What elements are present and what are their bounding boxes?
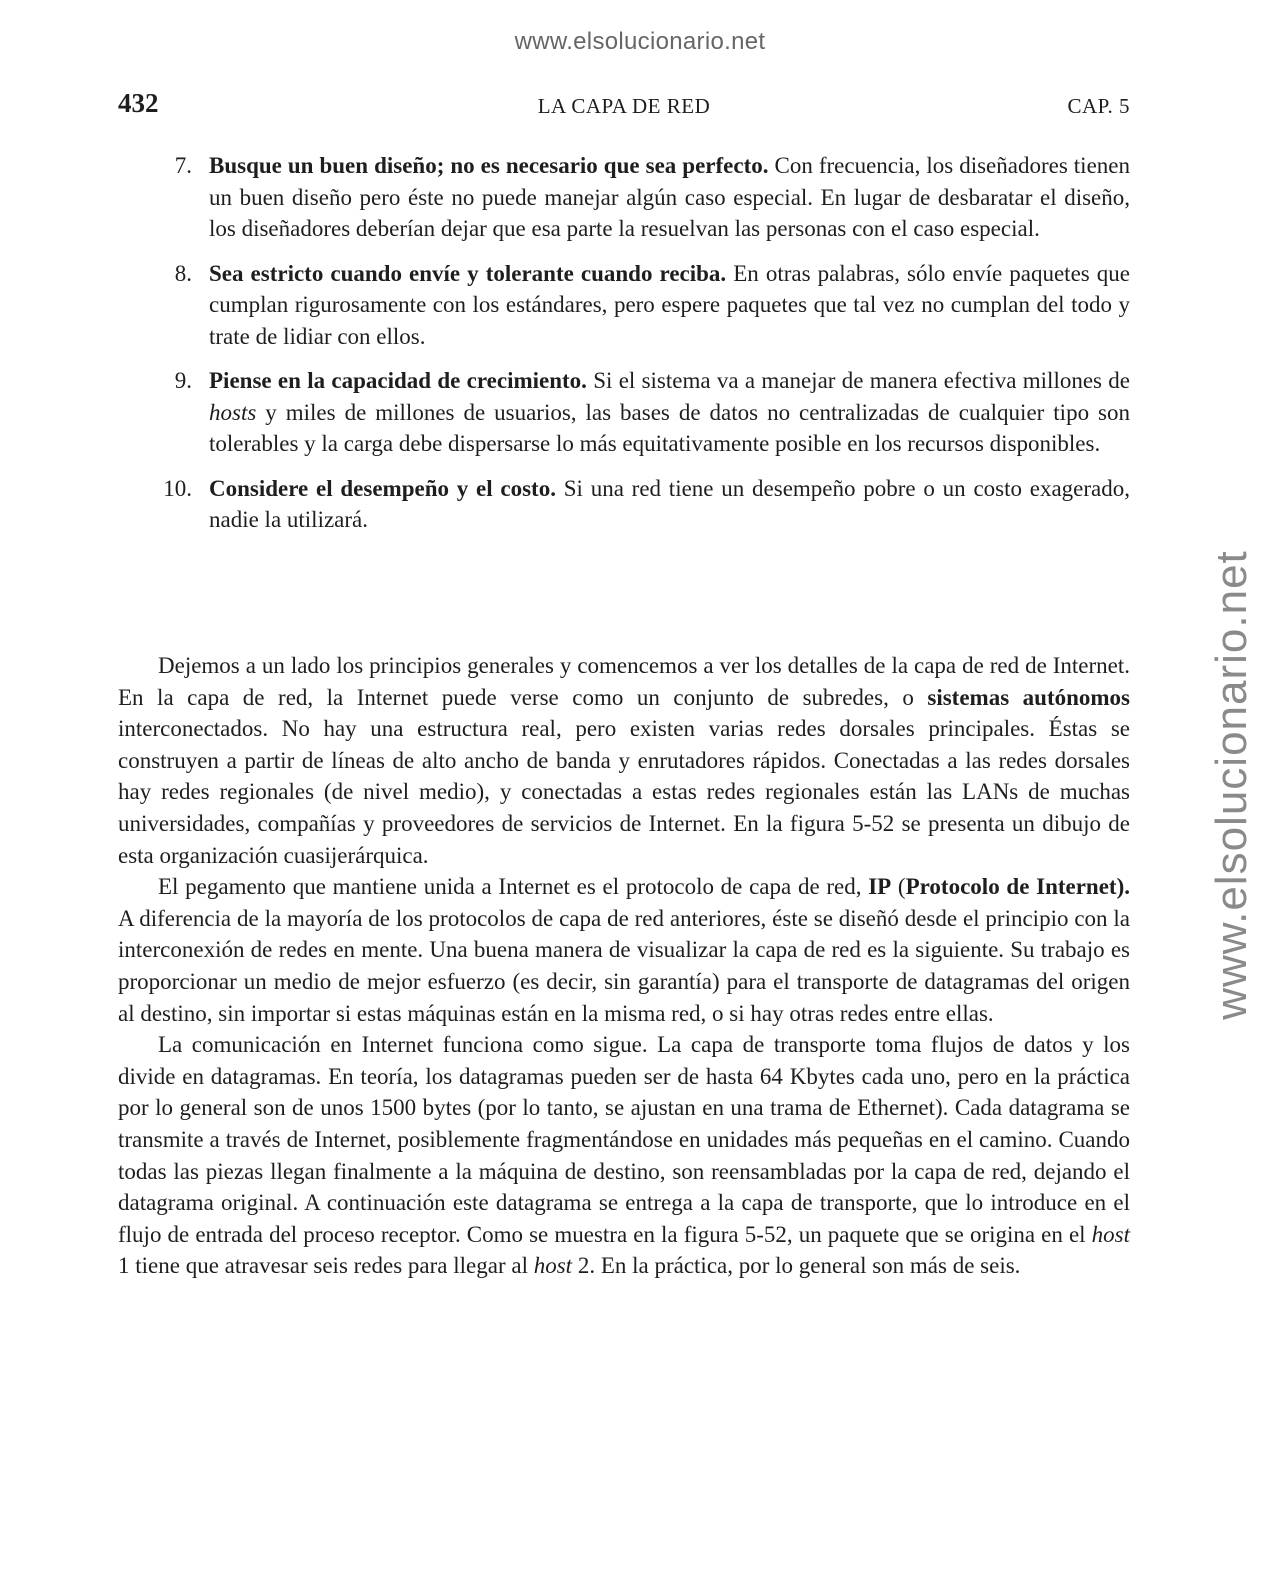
principle-text: Con frecuencia, los diseñadores tienen un buen diseño pero éste no puede manejar algún caso especial. En lugar de desbaratar el diseño, los diseñadores deberían dejar que esa parte la resuelvan las personas con el caso especial. (209, 153, 1130, 241)
text-run: 2. En la práctica, por lo general son más de seis. (577, 1253, 1021, 1279)
principle-text: y miles de millones de usuarios, las bases de datos no centralizadas de cualquier tipo son tolerables y la carga debe dispersarse lo más equitativamente posible en los recursos disponibles. (209, 399, 1130, 456)
paragraph (118, 650, 1130, 871)
principle-text: Si el sistema va a manejar de manera efectiva millones de (593, 368, 1131, 393)
text-run: 1 tiene que atravesar seis redes para llegar al (118, 1253, 528, 1279)
bold-term: Protocolo de Internet). (905, 874, 1131, 900)
principle-item (118, 258, 1130, 353)
bold-term: sistemas autónomos (927, 684, 1131, 710)
principle-number: 10. (163, 475, 192, 501)
page-number: 432 (118, 88, 159, 118)
text-run: A diferencia de la mayoría de los protocolos de capa de red anteriores, éste se diseñó desde el principio con la interconexión de redes en mente. Una buena manera de visualizar la capa de red es la siguiente. Su trabajo es proporcionar un medio de mejor esfuerzo (es decir, sin garantía) para el transporte de datagramas del origen al destino, sin importar si estas máquinas están en la misma red, o si hay otras redes entre ellas. (118, 905, 1130, 1026)
principle-number: 8. (174, 260, 192, 286)
principle-number: 7. (174, 153, 192, 178)
text-run: Dejemos a un lado los principios generales y comencemos a ver los detalles de la capa de red de Internet. En la capa de red, la Internet puede verse como un conjunto de subredes, o (118, 653, 1130, 710)
page-header (118, 88, 1130, 128)
principle-title: Sea estricto cuando envíe y tolerante cuando reciba. (209, 260, 727, 286)
paragraph (118, 1029, 1130, 1282)
paragraph (118, 871, 1130, 1029)
principle-title: Considere el desempeño y el costo. (209, 475, 556, 501)
text-run: ( (897, 874, 906, 900)
running-title: LA CAPA DE RED (537, 94, 711, 118)
principle-text-italic: hosts (209, 399, 257, 425)
chapter-label: CAP. 5 (1067, 94, 1130, 118)
text-run: La comunicación en Internet funciona como sigue. La capa de transporte toma flujos de datos y los divide en datagramas. En teoría, los datagramas pueden ser de hasta 64 Kbytes cada uno, pero en la práctica por lo general son de unos 1500 bytes (por lo tanto, se ajustan en una trama de Ethernet). Cada datagrama se transmite a través de Internet, posiblemente fragmentándose en unidades más pequeñas en el camino. Cuando todas las piezas llegan finalmente a la máquina de destino, son reensambladas por la capa de red, dejando el datagrama original. A continuación este datagrama se entrega a la capa de transporte, que lo introduce en el flujo de entrada del proceso receptor. Como se muestra en la figura 5-52, un paquete que se origina en el (118, 1032, 1130, 1247)
principle-number: 9. (174, 368, 192, 393)
principle-text: En otras palabras, sólo envíe paquetes que cumplan rigurosamente con los estándares, pero espere paquetes que tal vez no cumplan del todo y trate de lidiar con ellos. (209, 260, 1130, 349)
principle-title: Busque un buen diseño; no es necesario que sea perfecto. (209, 153, 769, 178)
principle-text: Si una red tiene un desempeño pobre o un costo exagerado, nadie la utilizará. (209, 475, 1131, 532)
watermark-top: www.elsolucionario.net (514, 28, 766, 55)
italic-term: host (533, 1253, 573, 1279)
principle-item (118, 473, 1130, 536)
watermark-side: www.elsolucionario.net (1207, 550, 1256, 1020)
text-run: El pegamento que mantiene unida a Internet es el protocolo de capa de red, (158, 874, 862, 900)
principles-list (118, 150, 1130, 549)
body-text (118, 650, 1130, 1282)
text-run: interconectados. No hay una estructura real, pero existen varias redes dorsales principales. Éstas se construyen a partir de líneas de alto ancho de banda y enrutadores rápidos. Conectadas a las redes dorsales hay redes regionales (de nivel medio), y conectadas a estas redes regionales están las LANs de muchas universidades, compañías y proveedores de servicios de Internet. En la figura 5-52 se presenta un dibujo de esta organización cuasijerárquica. (118, 716, 1130, 868)
italic-term: host (1091, 1221, 1131, 1247)
bold-term: IP (868, 874, 892, 900)
principle-item (118, 150, 1130, 245)
principle-item (118, 365, 1130, 460)
principle-title: Piense en la capacidad de crecimiento. (209, 368, 587, 393)
